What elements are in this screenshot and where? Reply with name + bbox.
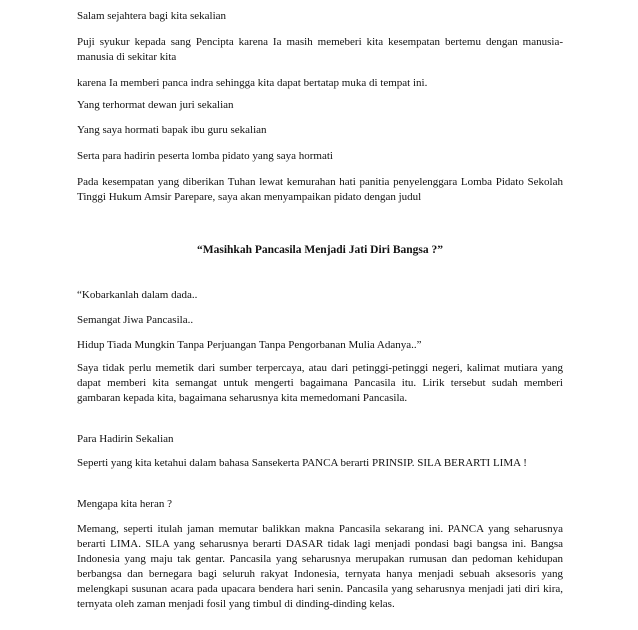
speech-title: “Masihkah Pancasila Menjadi Jati Diri Bangsa ?” bbox=[197, 244, 443, 256]
salutation-audience: Serta para hadirin peserta lomba pidato yang saya hormati bbox=[77, 150, 333, 162]
address-audience: Para Hadirin Sekalian bbox=[77, 433, 174, 445]
body-paragraph-3: Memang, seperti itulah jaman memutar balikkan makna Pancasila sekarang ini. PANCA yang seharusnya berarti LIMA. SILA yang seharusnya berarti DASAR tidak lagi menjadi pondasi bagi bangsa ini. Bangsa Indonesia yang maju tak gentar. Pancasila yang seharusnya merupakan rumusan dan pedoman kehidupan berbangsa dan bernegara bagi seluruh rakyat Indonesia, ternyata hanya menjadi sebuah aksesoris yang melengkapi susunan acara pada upacara bendera hari senin. Pancasila yang seharusnya menjadi jati diri kira, ternyata oleh zaman menjadi fosil yang timbul di dinding-dinding kelas. bbox=[77, 523, 563, 610]
quote-line-3: Hidup Tiada Mungkin Tanpa Perjuangan Tanpa Pengorbanan Mulia Adanya..” bbox=[77, 339, 422, 351]
intro-paragraph-1: Puji syukur kepada sang Pencipta karena Ia masih memeberi kita kesempatan bertemu dengan manusia-manusia di sekitar kita bbox=[77, 36, 563, 63]
greeting-paragraph: Salam sejahtera bagi kita sekalian bbox=[77, 10, 227, 22]
salutation-teacher: Yang saya hormati bapak ibu guru sekalian bbox=[77, 124, 267, 136]
salutation-jury: Yang terhormat dewan juri sekalian bbox=[77, 99, 234, 111]
opening-paragraph: Pada kesempatan yang diberikan Tuhan lewat kemurahan hati panitia penyelenggara Lomba Pidato Sekolah Tinggi Hukum Amsir Parepare, saya akan menyampaikan pidato dengan judul bbox=[77, 176, 563, 203]
quote-line-1: “Kobarkanlah dalam dada.. bbox=[77, 289, 198, 301]
question-paragraph: Mengapa kita heran ? bbox=[77, 498, 172, 510]
body-paragraph-1: Saya tidak perlu memetik dari sumber terpercaya, atau dari petinggi-petinggi negeri, kalimat mutiara yang dapat memberi kita semangat untuk mengerti bagaimana Pancasila itu. Lirik tersebut sudah memberi gambaran kepada kita, bagaimana seharusnya kita memedomani Pancasila. bbox=[77, 362, 563, 404]
quote-line-2: Semangat Jiwa Pancasila.. bbox=[77, 314, 194, 326]
intro-paragraph-2: karena Ia memberi panca indra sehingga kita dapat bertatap muka di tempat ini. bbox=[77, 77, 428, 89]
body-paragraph-2: Seperti yang kita ketahui dalam bahasa Sansekerta PANCA berarti PRINSIP. SILA BERARTI LIMA ! bbox=[77, 457, 527, 469]
